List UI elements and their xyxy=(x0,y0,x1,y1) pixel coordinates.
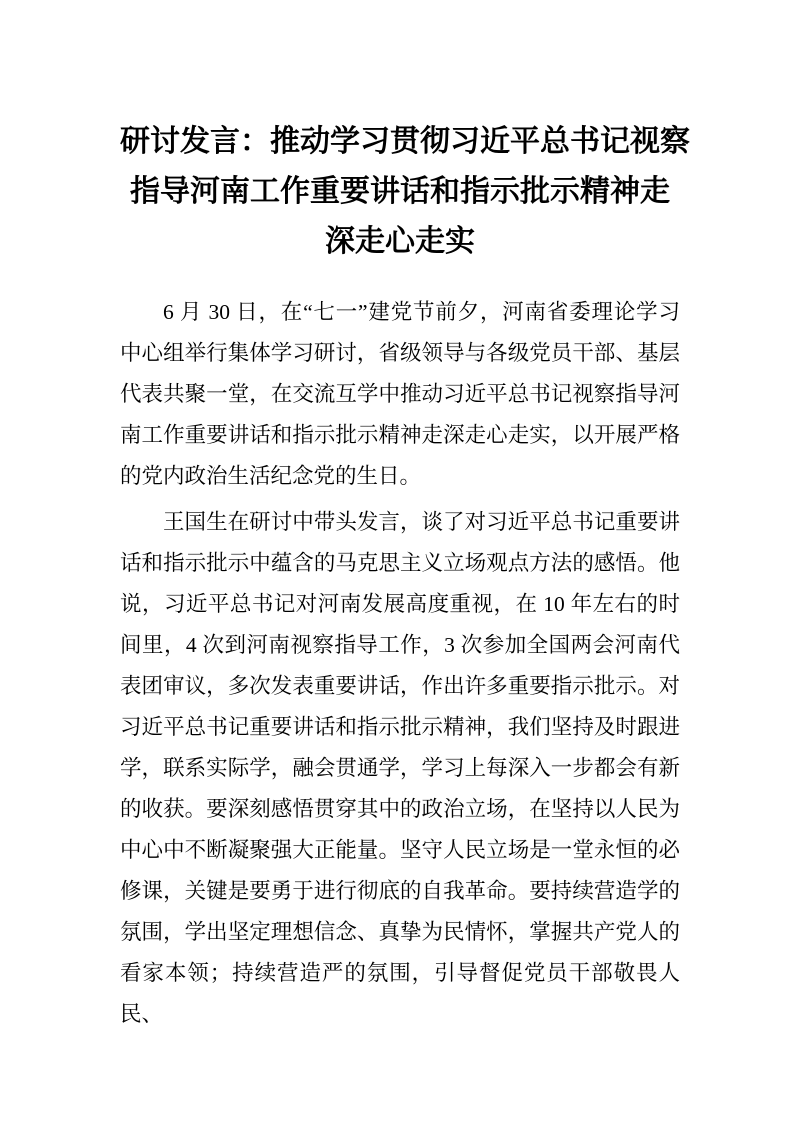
document-title xyxy=(120,0,690,267)
title-line-2: 指导河南工作重要讲话和指示批示精神走 xyxy=(130,175,670,208)
title-line-1: 研讨发言：推动学习贯彻习近平总书记视察 xyxy=(120,125,690,158)
paragraph-wangguosheng-speech: 王国生在研讨中带头发言，谈了对习近平总书记重要讲话和指示批示中蕴含的马克思主义立场观点方法的感悟。他说，习近平总书记对河南发展高度重视，在 10 年左右的时间里，4 次到河南视察指导工作，3 次参加全国两会河南代表团审议，多次发表重要讲话，作出许多重要指示批示。对习近平总书记重要讲话和指示批示精神，我们坚持及时跟进学，联系实际学，融会贯通学，学习上每深入一步都会有新的收获。要深刻感悟贯穿其中的政治立场，在坚持以人民为中心中不断凝聚强大正能量。坚守人民立场是一堂永恒的必修课，关键是要勇于进行彻底的自我革命。要持续营造学的氛围，学出坚定理想信念、真挚为民情怀，掌握共产党人的看家本领；持续营造严的氛围，引导督促党员干部敬畏人民、 xyxy=(120,510,680,1026)
title-line-3: 深走心走实 xyxy=(325,225,475,258)
document-body xyxy=(120,292,680,1035)
paragraph-meeting-intro: 6 月 30 日，在“七一”建党节前夕，河南省委理论学习中心组举行集体学习研讨，省级领导与各级党员干部、基层代表共聚一堂，在交流互学中推动习近平总书记视察指导河南工作重要讲话和指示批示精神走深走心走实，以开展严格的党内政治生活纪念党的生日。 xyxy=(120,300,680,488)
